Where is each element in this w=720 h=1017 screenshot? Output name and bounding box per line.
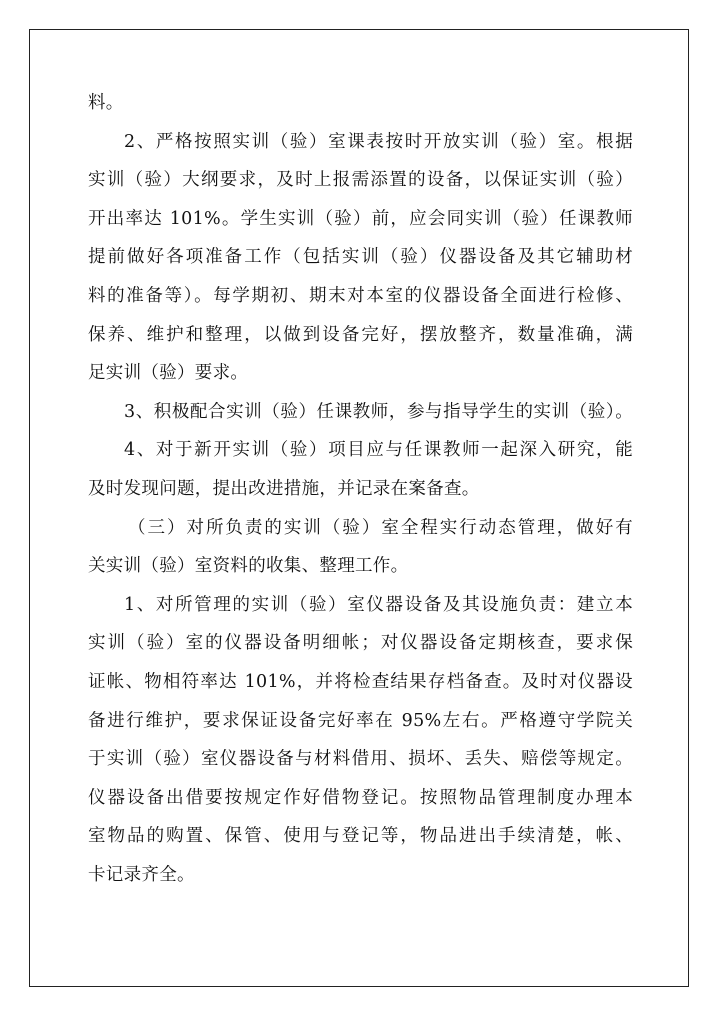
text-line: 料的准备等）。每学期初、期末对本室的仪器设备全面进行检修、 <box>88 285 633 306</box>
text-line: 关实训（验）室资料的收集、整理工作。 <box>88 556 409 577</box>
text-line: 3、积极配合实训（验）任课教师，参与指导学生的实训（验）。 <box>124 401 633 422</box>
text-line: （三）对所负责的实训（验）室全程实行动态管理，做好有 <box>128 517 633 538</box>
text-line: 提前做好各项准备工作（包括实训（验）仪器设备及其它辅助材 <box>88 247 633 268</box>
text-line: 开出率达 101%。学生实训（验）前，应会同实训（验）任课教师 <box>88 208 633 229</box>
text-line: 仪器设备出借要按规定作好借物登记。按照物品管理制度办理本 <box>88 787 633 808</box>
text-line: 备进行维护，要求保证设备完好率在 95%左右。严格遵守学院关 <box>88 710 633 731</box>
text-line: 1、对所管理的实训（验）室仪器设备及其设施负责：建立本 <box>124 594 633 615</box>
text-line: 料。 <box>88 93 124 113</box>
text-line: 于实训（验）室仪器设备与材料借用、损坏、丢失、赔偿等规定。 <box>88 749 633 770</box>
text-line: 足实训（验）要求。 <box>88 363 249 384</box>
text-line: 实训（验）大纲要求，及时上报需添置的设备，以保证实训（验） <box>88 170 633 191</box>
document-body <box>88 84 633 894</box>
text-line: 保养、维护和整理，以做到设备完好，摆放整齐，数量准确，满 <box>88 324 633 345</box>
text-line: 室物品的购置、保管、使用与登记等，物品进出手续清楚，帐、 <box>88 826 633 847</box>
text-line: 实训（验）室的仪器设备明细帐；对仪器设备定期核查，要求保 <box>88 633 633 654</box>
text-line: 卡记录齐全。 <box>88 864 195 885</box>
text-line: 及时发现问题，提出改进措施，并记录在案备查。 <box>88 478 480 499</box>
text-line: 4、对于新开实训（验）项目应与任课教师一起深入研究，能 <box>124 440 633 461</box>
text-line: 证帐、物相符率达 101%，并将检查结果存档备查。及时对仪器设 <box>88 671 633 692</box>
text-line: 2、严格按照实训（验）室课表按时开放实训（验）室。根据 <box>124 131 633 152</box>
